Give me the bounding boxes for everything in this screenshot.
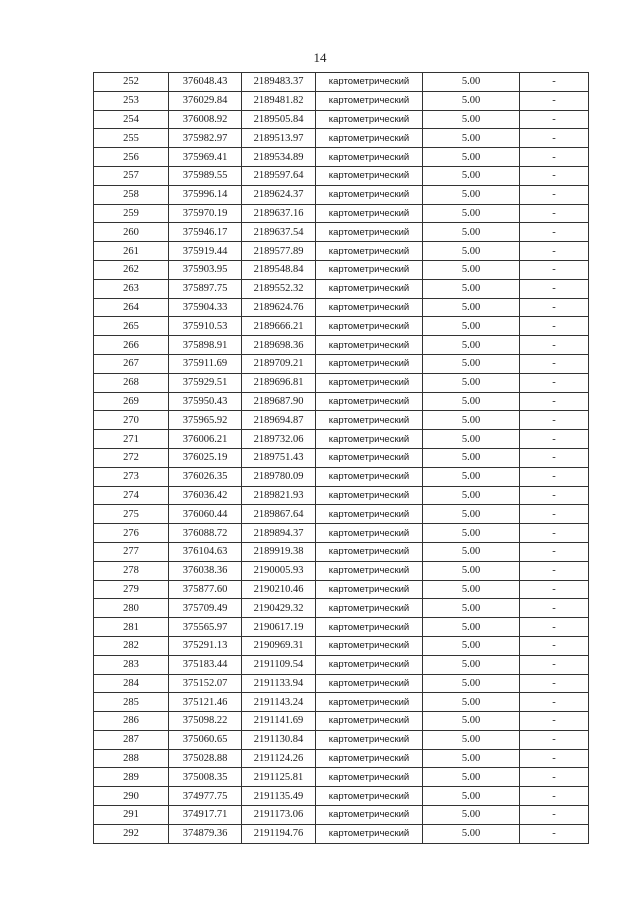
x-coordinate-cell: 376038.36 — [169, 561, 242, 580]
note-cell: - — [520, 524, 589, 543]
method-cell: картометрический — [316, 486, 423, 505]
note-cell: - — [520, 411, 589, 430]
point-number-cell: 287 — [94, 730, 169, 749]
table-row — [94, 768, 589, 787]
accuracy-cell: 5.00 — [423, 730, 520, 749]
x-coordinate-cell: 375291.13 — [169, 636, 242, 655]
x-coordinate-cell: 375060.65 — [169, 730, 242, 749]
table-row — [94, 298, 589, 317]
accuracy-cell: 5.00 — [423, 354, 520, 373]
point-number-cell: 285 — [94, 693, 169, 712]
point-number-cell: 263 — [94, 279, 169, 298]
note-cell: - — [520, 260, 589, 279]
method-cell: картометрический — [316, 806, 423, 825]
accuracy-cell: 5.00 — [423, 749, 520, 768]
point-number-cell: 268 — [94, 373, 169, 392]
table-row — [94, 448, 589, 467]
y-coordinate-cell: 2191143.24 — [242, 693, 316, 712]
note-cell: - — [520, 373, 589, 392]
point-number-cell: 279 — [94, 580, 169, 599]
accuracy-cell: 5.00 — [423, 185, 520, 204]
method-cell: картометрический — [316, 223, 423, 242]
accuracy-cell: 5.00 — [423, 599, 520, 618]
accuracy-cell: 5.00 — [423, 824, 520, 843]
point-number-cell: 291 — [94, 806, 169, 825]
table-row — [94, 824, 589, 843]
point-number-cell: 290 — [94, 787, 169, 806]
y-coordinate-cell: 2189552.32 — [242, 279, 316, 298]
accuracy-cell: 5.00 — [423, 674, 520, 693]
note-cell: - — [520, 223, 589, 242]
table-row — [94, 674, 589, 693]
note-cell: - — [520, 204, 589, 223]
table-row — [94, 279, 589, 298]
x-coordinate-cell: 376029.84 — [169, 91, 242, 110]
method-cell: картометрический — [316, 505, 423, 524]
x-coordinate-cell: 375910.53 — [169, 317, 242, 336]
table-row — [94, 242, 589, 261]
method-cell: картометрический — [316, 749, 423, 768]
y-coordinate-cell: 2191173.06 — [242, 806, 316, 825]
accuracy-cell: 5.00 — [423, 524, 520, 543]
point-number-cell: 266 — [94, 336, 169, 355]
note-cell: - — [520, 599, 589, 618]
table-row — [94, 599, 589, 618]
table-row — [94, 749, 589, 768]
y-coordinate-cell: 2189780.09 — [242, 467, 316, 486]
table-row — [94, 223, 589, 242]
x-coordinate-cell: 376088.72 — [169, 524, 242, 543]
accuracy-cell: 5.00 — [423, 298, 520, 317]
y-coordinate-cell: 2191130.84 — [242, 730, 316, 749]
y-coordinate-cell: 2191194.76 — [242, 824, 316, 843]
table-row — [94, 204, 589, 223]
note-cell: - — [520, 354, 589, 373]
x-coordinate-cell: 375008.35 — [169, 768, 242, 787]
x-coordinate-cell: 375904.33 — [169, 298, 242, 317]
y-coordinate-cell: 2190969.31 — [242, 636, 316, 655]
method-cell: картометрический — [316, 373, 423, 392]
method-cell: картометрический — [316, 91, 423, 110]
y-coordinate-cell: 2189505.84 — [242, 110, 316, 129]
note-cell: - — [520, 749, 589, 768]
note-cell: - — [520, 655, 589, 674]
table-row — [94, 392, 589, 411]
note-cell: - — [520, 279, 589, 298]
x-coordinate-cell: 376060.44 — [169, 505, 242, 524]
accuracy-cell: 5.00 — [423, 542, 520, 561]
y-coordinate-cell: 2190429.32 — [242, 599, 316, 618]
point-number-cell: 282 — [94, 636, 169, 655]
table-row — [94, 185, 589, 204]
accuracy-cell: 5.00 — [423, 91, 520, 110]
x-coordinate-cell: 374879.36 — [169, 824, 242, 843]
note-cell: - — [520, 505, 589, 524]
accuracy-cell: 5.00 — [423, 486, 520, 505]
y-coordinate-cell: 2191125.81 — [242, 768, 316, 787]
note-cell: - — [520, 693, 589, 712]
method-cell: картометрический — [316, 580, 423, 599]
note-cell: - — [520, 674, 589, 693]
method-cell: картометрический — [316, 768, 423, 787]
x-coordinate-cell: 376026.35 — [169, 467, 242, 486]
method-cell: картометрический — [316, 411, 423, 430]
point-number-cell: 278 — [94, 561, 169, 580]
table-row — [94, 524, 589, 543]
y-coordinate-cell: 2189483.37 — [242, 73, 316, 92]
y-coordinate-cell: 2189624.76 — [242, 298, 316, 317]
accuracy-cell: 5.00 — [423, 166, 520, 185]
x-coordinate-cell: 375946.17 — [169, 223, 242, 242]
x-coordinate-cell: 376006.21 — [169, 430, 242, 449]
accuracy-cell: 5.00 — [423, 110, 520, 129]
method-cell: картометрический — [316, 655, 423, 674]
table-row — [94, 580, 589, 599]
note-cell: - — [520, 768, 589, 787]
table-row — [94, 354, 589, 373]
note-cell: - — [520, 392, 589, 411]
y-coordinate-cell: 2189624.37 — [242, 185, 316, 204]
table-row — [94, 467, 589, 486]
x-coordinate-cell: 375965.92 — [169, 411, 242, 430]
point-number-cell: 275 — [94, 505, 169, 524]
point-number-cell: 261 — [94, 242, 169, 261]
y-coordinate-cell: 2189698.36 — [242, 336, 316, 355]
point-number-cell: 292 — [94, 824, 169, 843]
point-number-cell: 271 — [94, 430, 169, 449]
method-cell: картометрический — [316, 467, 423, 486]
table-row — [94, 787, 589, 806]
method-cell: картометрический — [316, 73, 423, 92]
accuracy-cell: 5.00 — [423, 636, 520, 655]
coordinates-table — [93, 72, 589, 844]
method-cell: картометрический — [316, 542, 423, 561]
note-cell: - — [520, 166, 589, 185]
accuracy-cell: 5.00 — [423, 279, 520, 298]
note-cell: - — [520, 542, 589, 561]
x-coordinate-cell: 376008.92 — [169, 110, 242, 129]
y-coordinate-cell: 2189709.21 — [242, 354, 316, 373]
point-number-cell: 273 — [94, 467, 169, 486]
x-coordinate-cell: 374917.71 — [169, 806, 242, 825]
note-cell: - — [520, 148, 589, 167]
y-coordinate-cell: 2189534.89 — [242, 148, 316, 167]
point-number-cell: 283 — [94, 655, 169, 674]
method-cell: картометрический — [316, 618, 423, 637]
table-row — [94, 693, 589, 712]
point-number-cell: 270 — [94, 411, 169, 430]
method-cell: картометрический — [316, 129, 423, 148]
table-row — [94, 636, 589, 655]
table-row — [94, 129, 589, 148]
accuracy-cell: 5.00 — [423, 204, 520, 223]
table-row — [94, 561, 589, 580]
table-row — [94, 411, 589, 430]
y-coordinate-cell: 2189821.93 — [242, 486, 316, 505]
y-coordinate-cell: 2191124.26 — [242, 749, 316, 768]
note-cell: - — [520, 712, 589, 731]
point-number-cell: 286 — [94, 712, 169, 731]
y-coordinate-cell: 2191135.49 — [242, 787, 316, 806]
accuracy-cell: 5.00 — [423, 768, 520, 787]
note-cell: - — [520, 467, 589, 486]
method-cell: картометрический — [316, 448, 423, 467]
point-number-cell: 255 — [94, 129, 169, 148]
method-cell: картометрический — [316, 787, 423, 806]
y-coordinate-cell: 2189637.16 — [242, 204, 316, 223]
method-cell: картометрический — [316, 166, 423, 185]
y-coordinate-cell: 2189732.06 — [242, 430, 316, 449]
point-number-cell: 276 — [94, 524, 169, 543]
table-row — [94, 166, 589, 185]
point-number-cell: 281 — [94, 618, 169, 637]
x-coordinate-cell: 375877.60 — [169, 580, 242, 599]
point-number-cell: 277 — [94, 542, 169, 561]
point-number-cell: 262 — [94, 260, 169, 279]
accuracy-cell: 5.00 — [423, 712, 520, 731]
note-cell: - — [520, 636, 589, 655]
table-row — [94, 730, 589, 749]
x-coordinate-cell: 375989.55 — [169, 166, 242, 185]
x-coordinate-cell: 375565.97 — [169, 618, 242, 637]
note-cell: - — [520, 486, 589, 505]
method-cell: картометрический — [316, 185, 423, 204]
accuracy-cell: 5.00 — [423, 693, 520, 712]
method-cell: картометрический — [316, 524, 423, 543]
table-row — [94, 430, 589, 449]
accuracy-cell: 5.00 — [423, 336, 520, 355]
point-number-cell: 264 — [94, 298, 169, 317]
note-cell: - — [520, 110, 589, 129]
x-coordinate-cell: 375898.91 — [169, 336, 242, 355]
y-coordinate-cell: 2191141.69 — [242, 712, 316, 731]
y-coordinate-cell: 2189919.38 — [242, 542, 316, 561]
accuracy-cell: 5.00 — [423, 148, 520, 167]
x-coordinate-cell: 375098.22 — [169, 712, 242, 731]
point-number-cell: 258 — [94, 185, 169, 204]
y-coordinate-cell: 2189577.89 — [242, 242, 316, 261]
accuracy-cell: 5.00 — [423, 430, 520, 449]
point-number-cell: 260 — [94, 223, 169, 242]
x-coordinate-cell: 375903.95 — [169, 260, 242, 279]
y-coordinate-cell: 2190005.93 — [242, 561, 316, 580]
note-cell: - — [520, 806, 589, 825]
y-coordinate-cell: 2189867.64 — [242, 505, 316, 524]
accuracy-cell: 5.00 — [423, 411, 520, 430]
point-number-cell: 253 — [94, 91, 169, 110]
accuracy-cell: 5.00 — [423, 580, 520, 599]
point-number-cell: 259 — [94, 204, 169, 223]
x-coordinate-cell: 375897.75 — [169, 279, 242, 298]
accuracy-cell: 5.00 — [423, 260, 520, 279]
x-coordinate-cell: 374977.75 — [169, 787, 242, 806]
method-cell: картометрический — [316, 392, 423, 411]
note-cell: - — [520, 448, 589, 467]
accuracy-cell: 5.00 — [423, 787, 520, 806]
table-row — [94, 655, 589, 674]
y-coordinate-cell: 2189894.37 — [242, 524, 316, 543]
note-cell: - — [520, 185, 589, 204]
point-number-cell: 280 — [94, 599, 169, 618]
x-coordinate-cell: 375183.44 — [169, 655, 242, 674]
method-cell: картометрический — [316, 430, 423, 449]
method-cell: картометрический — [316, 298, 423, 317]
y-coordinate-cell: 2189481.82 — [242, 91, 316, 110]
point-number-cell: 252 — [94, 73, 169, 92]
point-number-cell: 272 — [94, 448, 169, 467]
note-cell: - — [520, 73, 589, 92]
accuracy-cell: 5.00 — [423, 561, 520, 580]
note-cell: - — [520, 787, 589, 806]
x-coordinate-cell: 375911.69 — [169, 354, 242, 373]
method-cell: картометрический — [316, 242, 423, 261]
table-row — [94, 336, 589, 355]
x-coordinate-cell: 376048.43 — [169, 73, 242, 92]
x-coordinate-cell: 375121.46 — [169, 693, 242, 712]
accuracy-cell: 5.00 — [423, 467, 520, 486]
accuracy-cell: 5.00 — [423, 129, 520, 148]
coordinates-table-body — [94, 73, 589, 844]
method-cell: картометрический — [316, 730, 423, 749]
y-coordinate-cell: 2190617.19 — [242, 618, 316, 637]
table-row — [94, 110, 589, 129]
accuracy-cell: 5.00 — [423, 655, 520, 674]
table-row — [94, 148, 589, 167]
x-coordinate-cell: 375152.07 — [169, 674, 242, 693]
note-cell: - — [520, 430, 589, 449]
note-cell: - — [520, 91, 589, 110]
accuracy-cell: 5.00 — [423, 448, 520, 467]
y-coordinate-cell: 2191109.54 — [242, 655, 316, 674]
table-row — [94, 486, 589, 505]
accuracy-cell: 5.00 — [423, 392, 520, 411]
method-cell: картометрический — [316, 693, 423, 712]
y-coordinate-cell: 2189513.97 — [242, 129, 316, 148]
accuracy-cell: 5.00 — [423, 505, 520, 524]
method-cell: картометрический — [316, 204, 423, 223]
note-cell: - — [520, 298, 589, 317]
point-number-cell: 288 — [94, 749, 169, 768]
accuracy-cell: 5.00 — [423, 242, 520, 261]
point-number-cell: 289 — [94, 768, 169, 787]
table-row — [94, 373, 589, 392]
note-cell: - — [520, 317, 589, 336]
note-cell: - — [520, 561, 589, 580]
method-cell: картометрический — [316, 636, 423, 655]
table-row — [94, 712, 589, 731]
point-number-cell: 254 — [94, 110, 169, 129]
point-number-cell: 267 — [94, 354, 169, 373]
y-coordinate-cell: 2191133.94 — [242, 674, 316, 693]
y-coordinate-cell: 2189548.84 — [242, 260, 316, 279]
table-row — [94, 73, 589, 92]
y-coordinate-cell: 2189751.43 — [242, 448, 316, 467]
y-coordinate-cell: 2189696.81 — [242, 373, 316, 392]
method-cell: картометрический — [316, 317, 423, 336]
accuracy-cell: 5.00 — [423, 618, 520, 637]
x-coordinate-cell: 375970.19 — [169, 204, 242, 223]
note-cell: - — [520, 580, 589, 599]
method-cell: картометрический — [316, 674, 423, 693]
y-coordinate-cell: 2189637.54 — [242, 223, 316, 242]
point-number-cell: 256 — [94, 148, 169, 167]
method-cell: картометрический — [316, 279, 423, 298]
table-row — [94, 505, 589, 524]
page-number: 14 — [313, 50, 327, 65]
note-cell: - — [520, 824, 589, 843]
table-row — [94, 317, 589, 336]
note-cell: - — [520, 618, 589, 637]
x-coordinate-cell: 376104.63 — [169, 542, 242, 561]
x-coordinate-cell: 375996.14 — [169, 185, 242, 204]
note-cell: - — [520, 730, 589, 749]
point-number-cell: 257 — [94, 166, 169, 185]
method-cell: картометрический — [316, 148, 423, 167]
method-cell: картометрический — [316, 110, 423, 129]
table-row — [94, 91, 589, 110]
method-cell: картометрический — [316, 561, 423, 580]
x-coordinate-cell: 375919.44 — [169, 242, 242, 261]
y-coordinate-cell: 2189694.87 — [242, 411, 316, 430]
accuracy-cell: 5.00 — [423, 73, 520, 92]
x-coordinate-cell: 375950.43 — [169, 392, 242, 411]
table-row — [94, 618, 589, 637]
accuracy-cell: 5.00 — [423, 317, 520, 336]
x-coordinate-cell: 375969.41 — [169, 148, 242, 167]
note-cell: - — [520, 129, 589, 148]
y-coordinate-cell: 2189666.21 — [242, 317, 316, 336]
x-coordinate-cell: 375982.97 — [169, 129, 242, 148]
point-number-cell: 284 — [94, 674, 169, 693]
method-cell: картометрический — [316, 336, 423, 355]
y-coordinate-cell: 2189687.90 — [242, 392, 316, 411]
method-cell: картометрический — [316, 354, 423, 373]
table-row — [94, 260, 589, 279]
note-cell: - — [520, 336, 589, 355]
x-coordinate-cell: 375709.49 — [169, 599, 242, 618]
table-row — [94, 806, 589, 825]
y-coordinate-cell: 2189597.64 — [242, 166, 316, 185]
x-coordinate-cell: 376025.19 — [169, 448, 242, 467]
x-coordinate-cell: 375929.51 — [169, 373, 242, 392]
x-coordinate-cell: 375028.88 — [169, 749, 242, 768]
point-number-cell: 269 — [94, 392, 169, 411]
accuracy-cell: 5.00 — [423, 373, 520, 392]
point-number-cell: 265 — [94, 317, 169, 336]
y-coordinate-cell: 2190210.46 — [242, 580, 316, 599]
table-row — [94, 542, 589, 561]
method-cell: картометрический — [316, 712, 423, 731]
accuracy-cell: 5.00 — [423, 806, 520, 825]
point-number-cell: 274 — [94, 486, 169, 505]
method-cell: картометрический — [316, 824, 423, 843]
accuracy-cell: 5.00 — [423, 223, 520, 242]
x-coordinate-cell: 376036.42 — [169, 486, 242, 505]
method-cell: картометрический — [316, 260, 423, 279]
method-cell: картометрический — [316, 599, 423, 618]
note-cell: - — [520, 242, 589, 261]
